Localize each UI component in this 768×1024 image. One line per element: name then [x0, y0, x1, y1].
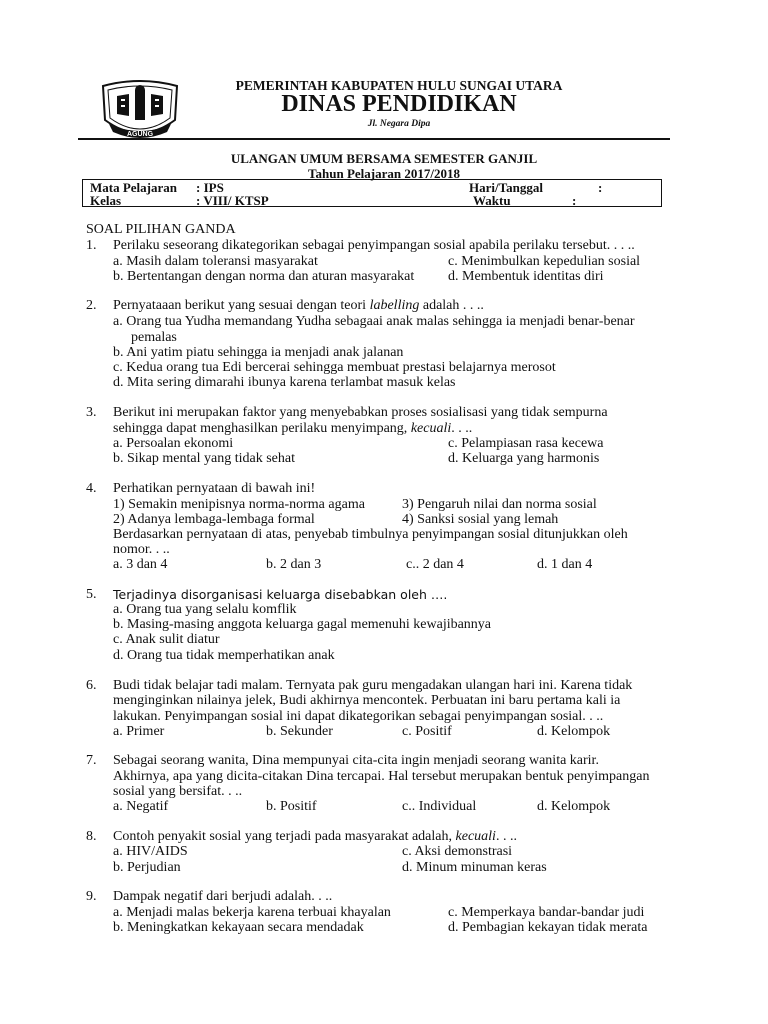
option-a: a. Primer [113, 724, 165, 739]
question-number: 3. [86, 405, 97, 420]
option-c: c.. 2 dan 4 [406, 557, 464, 572]
question-stem: Sebagai seorang wanita, Dina mempunyai cita-cita ingin menjadi seorang wanita karir. [113, 753, 599, 768]
option-c: c. Menimbulkan kepedulian sosial [448, 254, 641, 269]
option-a: a. Orang tua Yudha memandang Yudha sebagaai anak malas sehingga ia menjadi benar-benar [113, 314, 635, 329]
section-title: SOAL PILIHAN GANDA [86, 222, 236, 237]
statement-1: 1) Semakin menipisnya norma-norma agama [113, 497, 365, 512]
question-number: 7. [86, 753, 97, 768]
question-stem: Perilaku seseorang dikategorikan sebagai penyimpangan sosial apabila perilaku tersebut. . . .. [113, 238, 635, 253]
question-stem-continued: Akhirnya, apa yang dicita-citakan Dina tercapai. Hal tersebut merupakan bentuk penyimpangan [113, 769, 650, 784]
option-a: a. Menjadi malas bekerja karena terbuai khayalan [113, 905, 391, 920]
option-b: b. Masing-masing anggota keluarga gagal memenuhi kewajibannya [113, 617, 492, 632]
question-stem: Budi tidak belajar tadi malam. Ternyata pak guru mengadakan ulangan hari ini. Karena tidak [113, 678, 633, 693]
question-number: 5. [86, 587, 97, 602]
question-stem: Berikut ini merupakan faktor yang menyebabkan proses sosialisasi yang tidak sempurna [113, 405, 608, 420]
option-b: b. Bertentangan dengan norma dan aturan masyarakat [113, 269, 415, 284]
subject-label: Mata Pelajaran [90, 180, 178, 195]
option-b: b. Positif [266, 799, 317, 814]
option-a: a. HIV/AIDS [113, 844, 188, 859]
question-number: 9. [86, 889, 97, 904]
option-d: d. Minum minuman keras [402, 860, 547, 875]
svg-text:AGUNG: AGUNG [126, 131, 154, 138]
time-label: Waktu [473, 193, 511, 208]
time-value: : [572, 193, 577, 208]
question-stem-continued: lakukan. Penyimpangan sosial ini dapat dikategorikan sebagai penyimpangan sosial. . .. [113, 709, 604, 724]
exam-year: Tahun Pelajaran 2017/2018 [308, 166, 460, 181]
option-b: b. Meningkatkan kekayaan secara mendadak [113, 920, 364, 935]
date-value: : [598, 180, 603, 195]
question-stem: Contoh penyakit sosial yang terjadi pada masyarakat adalah, kecuali. . .. [113, 829, 517, 844]
option-c: c. Aksi demonstrasi [402, 844, 513, 859]
option-d: d. Mita sering dimarahi ibunya karena terlambat masuk kelas [113, 375, 456, 390]
option-a: a. Orang tua yang selalu komflik [113, 602, 297, 617]
question-number: 4. [86, 481, 97, 496]
option-d: d. 1 dan 4 [537, 557, 593, 572]
question-stem: Terjadinya disorganisasi keluarga disebabkan oleh …. [113, 587, 448, 602]
option-b: b. Perjudian [113, 860, 181, 875]
option-c: c.. Individual [402, 799, 477, 814]
class-label: Kelas [90, 193, 122, 208]
option-d: d. Keluarga yang harmonis [448, 451, 600, 466]
question-number: 1. [86, 238, 97, 253]
statement-2: 2) Adanya lembaga-lembaga formal [113, 512, 315, 527]
option-a: a. Masih dalam toleransi masyarakat [113, 254, 318, 269]
option-d: d. Kelompok [537, 724, 611, 739]
option-d: d. Orang tua tidak memperhatikan anak [113, 648, 335, 663]
option-d: d. Membentuk identitas diri [448, 269, 604, 284]
question-ask-continued: nomor. . .. [113, 542, 170, 557]
statement-4: 4) Sanksi sosial yang lemah [402, 512, 559, 527]
class-value: : VIII/ KTSP [196, 193, 269, 208]
option-c: c. Positif [402, 724, 452, 739]
option-c: c. Anak sulit diatur [113, 632, 220, 647]
subject-value: : IPS [196, 180, 224, 195]
option-c: c. Kedua orang tua Edi bercerai sehingga membuat prestasi belajarnya merosot [113, 360, 556, 375]
option-b: b. Sikap mental yang tidak sehat [113, 451, 295, 466]
option-b: b. Ani yatim piatu sehingga ia menjadi anak jalanan [113, 345, 404, 360]
question-number: 2. [86, 298, 97, 313]
header-divider [78, 138, 670, 140]
option-a: a. Persoalan ekonomi [113, 436, 234, 451]
statement-3: 3) Pengaruh nilai dan norma sosial [402, 497, 597, 512]
department-name: DINAS PENDIDIKAN [281, 91, 517, 117]
exam-info-box [82, 179, 662, 207]
question-stem-continued: menginginkan nilainya jelek, Budi akhirnya mencontek. Perbuatan ini baru pertama kali ia [113, 693, 621, 708]
option-a-continued: pemalas [131, 330, 177, 345]
option-a: a. 3 dan 4 [113, 557, 168, 572]
date-label: Hari/Tanggal [469, 180, 543, 195]
option-b: b. Sekunder [266, 724, 333, 739]
question-stem: Pernyataaan berikut yang sesuai dengan teori labelling adalah . . .. [113, 298, 484, 313]
question-number: 6. [86, 678, 97, 693]
department-address: Jl. Negara Dipa [367, 119, 431, 129]
option-d: d. Kelompok [537, 799, 611, 814]
question-number: 8. [86, 829, 97, 844]
option-d: d. Pembagian kekayan tidak merata [448, 920, 648, 935]
exam-title: ULANGAN UMUM BERSAMA SEMESTER GANJIL [230, 151, 538, 166]
option-b: b. 2 dan 3 [266, 557, 322, 572]
question-stem-continued: sehingga dapat menghasilkan perilaku menyimpang, kecuali. . .. [113, 421, 473, 436]
option-c: c. Pelampiasan rasa kecewa [448, 436, 604, 451]
option-a: a. Negatif [113, 799, 169, 814]
question-stem: Dampak negatif dari berjudi adalah. . .. [113, 889, 333, 904]
question-stem-continued: sosial yang bersifat. . .. [113, 784, 243, 799]
question-ask: Berdasarkan pernyataan di atas, penyebab timbulnya penyimpangan sosial ditunjukkan oleh [113, 527, 628, 542]
question-stem: Perhatikan pernyataan di bawah ini! [113, 481, 316, 496]
government-name: PEMERINTAH KABUPATEN HULU SUNGAI UTARA [235, 78, 563, 93]
option-c: c. Memperkaya bandar-bandar judi [448, 905, 645, 920]
